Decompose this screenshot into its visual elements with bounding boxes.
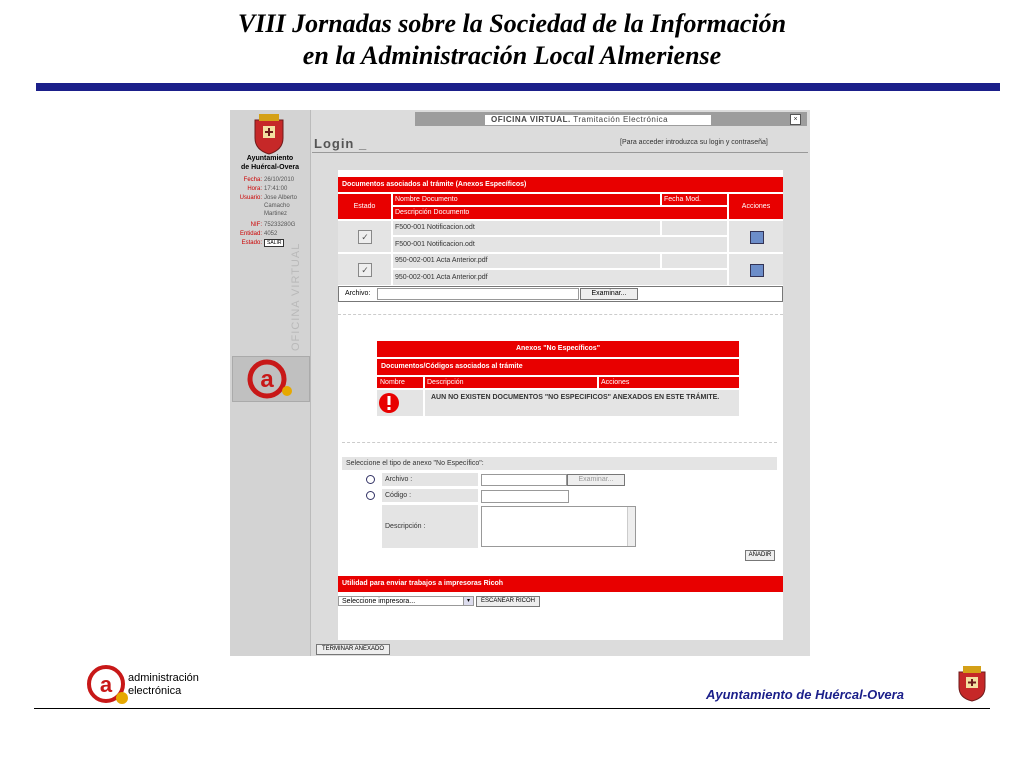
save-icon[interactable] — [750, 264, 764, 277]
info-value: 4052 — [264, 231, 278, 237]
archivo-upload-row — [338, 286, 783, 302]
sidebar-municipality — [234, 154, 306, 172]
col-nombre-documento: Nombre Documento — [393, 194, 660, 205]
svg-text:a: a — [260, 366, 274, 393]
row1-name[interactable]: F500-001 Notificacion.odt — [393, 221, 660, 235]
codigo-option-label: Código : — [382, 489, 478, 502]
browse-ns-button[interactable]: Examinar... — [567, 474, 625, 486]
slide-title — [0, 8, 1024, 72]
finish-button[interactable]: TERMINAR ANEXADO — [316, 644, 390, 655]
info-label: Entidad: — [239, 231, 262, 237]
document-check-icon[interactable]: ✓ — [358, 263, 372, 277]
logo-line2: electrónica — [128, 685, 182, 697]
info-value: 17:41:00 — [264, 186, 288, 192]
add-button[interactable]: AÑADIR — [745, 550, 775, 561]
logo-text — [128, 672, 199, 698]
info-label: Hora: — [247, 186, 262, 192]
section-divider — [338, 314, 783, 316]
sidebar-municipality-line1: Ayuntamiento — [246, 155, 294, 162]
archivo-input[interactable] — [377, 288, 579, 300]
row2-status — [338, 254, 391, 285]
logo-line1: administración — [128, 672, 199, 684]
descripcion-label: Descripción : — [382, 505, 478, 548]
topbar-brand: OFICINA VIRTUAL. — [491, 115, 571, 124]
info-label: Usuario: — [239, 195, 262, 201]
row1-date — [662, 221, 727, 235]
radio-codigo[interactable] — [366, 491, 375, 500]
printer-select[interactable] — [338, 596, 474, 606]
title-divider — [36, 83, 1000, 91]
info-entidad — [234, 230, 310, 238]
login-hint: [Para acceder introduzca su login y contraseña] — [620, 139, 768, 146]
section-divider-2 — [342, 442, 777, 444]
archivo-ns-input[interactable] — [481, 474, 567, 486]
archivo-label: Archivo: — [345, 290, 371, 297]
row2-actions — [729, 254, 783, 285]
topbar-label — [485, 115, 711, 125]
info-hora — [234, 185, 310, 193]
warning-icon — [378, 392, 400, 414]
chevron-down-icon[interactable]: ▾ — [463, 597, 473, 605]
app-window — [230, 110, 810, 656]
col-acciones: Acciones — [729, 194, 783, 219]
info-label: NIF: — [250, 222, 262, 228]
footer-divider — [34, 708, 990, 709]
topbar-subtitle: Tramitación Electrónica — [573, 115, 669, 124]
document-check-icon[interactable]: ✓ — [358, 230, 372, 244]
specific-docs-header: Documentos asociados al trámite (Anexos Específicos) — [338, 177, 783, 192]
radio-archivo[interactable] — [366, 475, 375, 484]
logout-button[interactable]: SALIR — [264, 239, 284, 247]
at-sign-logo-icon — [86, 662, 130, 706]
select-type-label: Seleccione el tipo de anexo "No Específico": — [342, 457, 777, 470]
save-icon[interactable] — [750, 231, 764, 244]
app-topbar — [415, 112, 807, 126]
col-fecha-mod: Fecha Mod. — [662, 194, 727, 205]
non-specific-subheader: Documentos/Códigos asociados al trámite — [377, 359, 739, 375]
main-content — [338, 170, 783, 640]
descripcion-textarea[interactable] — [481, 506, 636, 547]
slide-title-line2: en la Administración Local Almeriense — [302, 41, 722, 70]
archivo-option-label: Archivo : — [382, 473, 478, 486]
info-fecha — [234, 176, 310, 184]
col-nombre: Nombre — [377, 377, 423, 388]
scrollbar[interactable] — [627, 507, 635, 546]
info-label: Fecha: — [243, 177, 262, 183]
footer-coat-of-arms-icon — [955, 665, 989, 703]
at-logo-icon — [232, 356, 310, 402]
login-title: Login _ — [314, 136, 368, 151]
empty-message: AUN NO EXISTEN DOCUMENTOS "NO ESPECIFICOS" ANEXADOS EN ESTE TRÁMITE. — [425, 390, 739, 416]
info-label: Estado: — [241, 240, 262, 246]
svg-text:a: a — [99, 672, 113, 697]
col-descripcion-documento: Descripción Documento — [393, 207, 727, 219]
browse-button[interactable]: Examinar... — [580, 288, 638, 300]
printer-header: Utilidad para enviar trabajos a impresoras Ricoh — [338, 576, 783, 592]
coat-of-arms-icon — [249, 112, 289, 156]
printer-select-value: Seleccione impresora... — [342, 598, 416, 605]
close-icon[interactable]: × — [790, 114, 801, 125]
slide-title-line1: VIII Jornadas sobre la Sociedad de la Información — [237, 9, 787, 38]
row1-desc: F500-001 Notificacion.odt — [393, 237, 727, 252]
info-nif — [234, 221, 310, 229]
col-descripcion: Descripción — [425, 377, 597, 388]
footer-municipality: Ayuntamiento de Huércal-Overa — [706, 687, 904, 702]
info-value: Jose Alberto Camacho Martinez — [264, 195, 298, 217]
row1-status — [338, 221, 391, 252]
vertical-brand-text — [286, 242, 306, 360]
row2-desc: 950-002-001 Acta Anterior.pdf — [393, 270, 727, 285]
sidebar-municipality-line2: de Huércal-Overa — [241, 164, 299, 171]
warning-cell — [377, 390, 423, 416]
info-value: 75233280G — [264, 222, 296, 228]
sidebar — [230, 110, 311, 656]
admin-electronica-logo — [86, 662, 216, 706]
info-value: 26/10/2010 — [264, 177, 295, 183]
row2-date — [662, 254, 727, 268]
row1-actions — [729, 221, 783, 252]
scan-button[interactable]: ESCANEAR RICOH — [476, 596, 540, 607]
col-estado: Estado — [338, 194, 391, 219]
login-divider — [312, 152, 808, 153]
col-acciones-ns: Acciones — [599, 377, 739, 388]
vertical-brand-label: OFICINA VIRTUAL — [290, 242, 302, 351]
non-specific-header: Anexos "No Específicos" — [377, 341, 739, 357]
info-usuario — [234, 194, 310, 218]
codigo-input[interactable] — [481, 490, 569, 503]
row2-name[interactable]: 950-002-001 Acta Anterior.pdf — [393, 254, 660, 268]
